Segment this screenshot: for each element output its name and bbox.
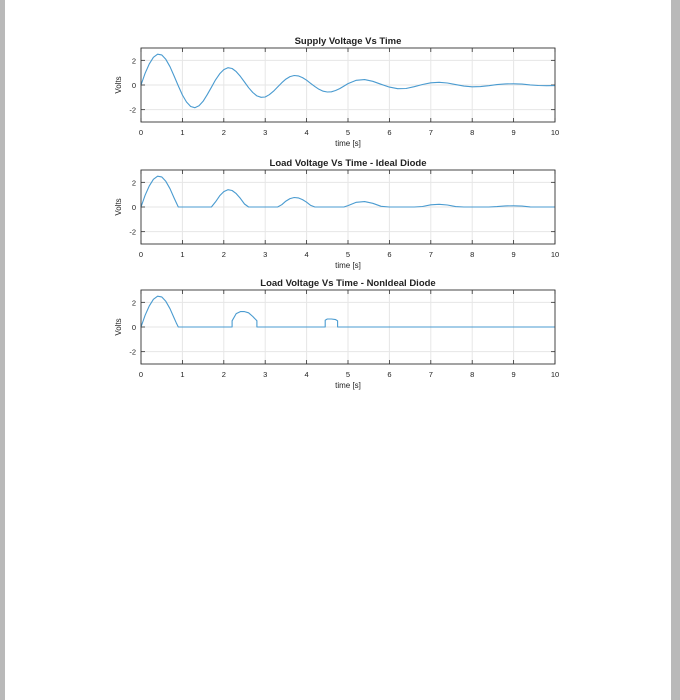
chart3-x-tick-label: 10: [550, 370, 560, 379]
chart2-x-tick-label: 4: [304, 250, 309, 259]
charts-figure: [5, 0, 671, 700]
chart2-y-axis-label: Volts: [114, 198, 123, 216]
chart2-y-tick-label: 2: [131, 178, 136, 188]
chart1-x-tick-label: 3: [263, 128, 268, 137]
chart3-x-tick-label: 9: [511, 370, 516, 379]
chart3-y-tick-label: 2: [131, 298, 136, 308]
chart2-x-tick-label: 9: [511, 250, 516, 259]
chart2-x-axis-label: time [s]: [335, 261, 361, 270]
chart3-y-axis-label: Volts: [114, 318, 123, 336]
chart1-title: Supply Voltage Vs Time: [294, 36, 402, 47]
chart1-x-tick-label: 0: [138, 128, 144, 137]
chart3-x-tick-label: 8: [470, 370, 475, 379]
chart1-x-tick-label: 2: [221, 128, 226, 137]
chart1-y-tick-label: 2: [131, 56, 136, 66]
chart3-y-tick-label: 0: [131, 323, 136, 332]
chart2-y-tick-label: -2: [129, 227, 136, 237]
chart2-x-tick-label: 10: [550, 250, 560, 259]
chart1-x-tick-label: 8: [470, 128, 475, 137]
chart1-x-tick-label: 10: [550, 128, 560, 137]
chart3-x-tick-label: 5: [345, 370, 351, 379]
chart2-x-tick-label: 7: [428, 250, 433, 259]
chart1-x-tick-label: 5: [345, 128, 351, 137]
chart2-x-tick-label: 1: [180, 250, 185, 259]
chart2-title: Load Voltage Vs Time - Ideal Diode: [269, 158, 427, 169]
document-page: [5, 0, 671, 700]
chart1-x-tick-label: 7: [428, 128, 433, 137]
chart3-x-tick-label: 1: [180, 370, 185, 379]
chart2-x-tick-label: 6: [387, 250, 392, 259]
chart2-x-tick-label: 5: [345, 250, 351, 259]
chart1-x-tick-label: 6: [387, 128, 392, 137]
chart2-x-tick-label: 2: [221, 250, 226, 259]
chart1-y-tick-label: 0: [131, 81, 136, 90]
chart3-x-tick-label: 4: [304, 370, 309, 379]
chart3-x-tick-label: 7: [428, 370, 433, 379]
chart3-x-tick-label: 2: [221, 370, 226, 379]
chart2-x-tick-label: 3: [263, 250, 268, 259]
chart3-x-axis-label: time [s]: [335, 381, 361, 390]
chart3-y-tick-label: -2: [129, 347, 136, 357]
chart1-x-tick-label: 4: [304, 128, 309, 137]
chart1-y-tick-label: -2: [129, 105, 136, 115]
chart1-x-tick-label: 9: [511, 128, 516, 137]
chart2-y-tick-label: 0: [131, 203, 136, 212]
chart3-x-tick-label: 6: [387, 370, 392, 379]
chart3-x-tick-label: 0: [138, 370, 144, 379]
chart1-y-axis-label: Volts: [114, 76, 123, 94]
chart1-x-tick-label: 1: [180, 128, 185, 137]
chart1-x-axis-label: time [s]: [335, 139, 361, 148]
chart2-x-tick-label: 8: [470, 250, 475, 259]
chart3-x-tick-label: 3: [263, 370, 268, 379]
chart2-x-tick-label: 0: [138, 250, 144, 259]
chart3-title: Load Voltage Vs Time - Nonldeal Diode: [260, 278, 436, 289]
